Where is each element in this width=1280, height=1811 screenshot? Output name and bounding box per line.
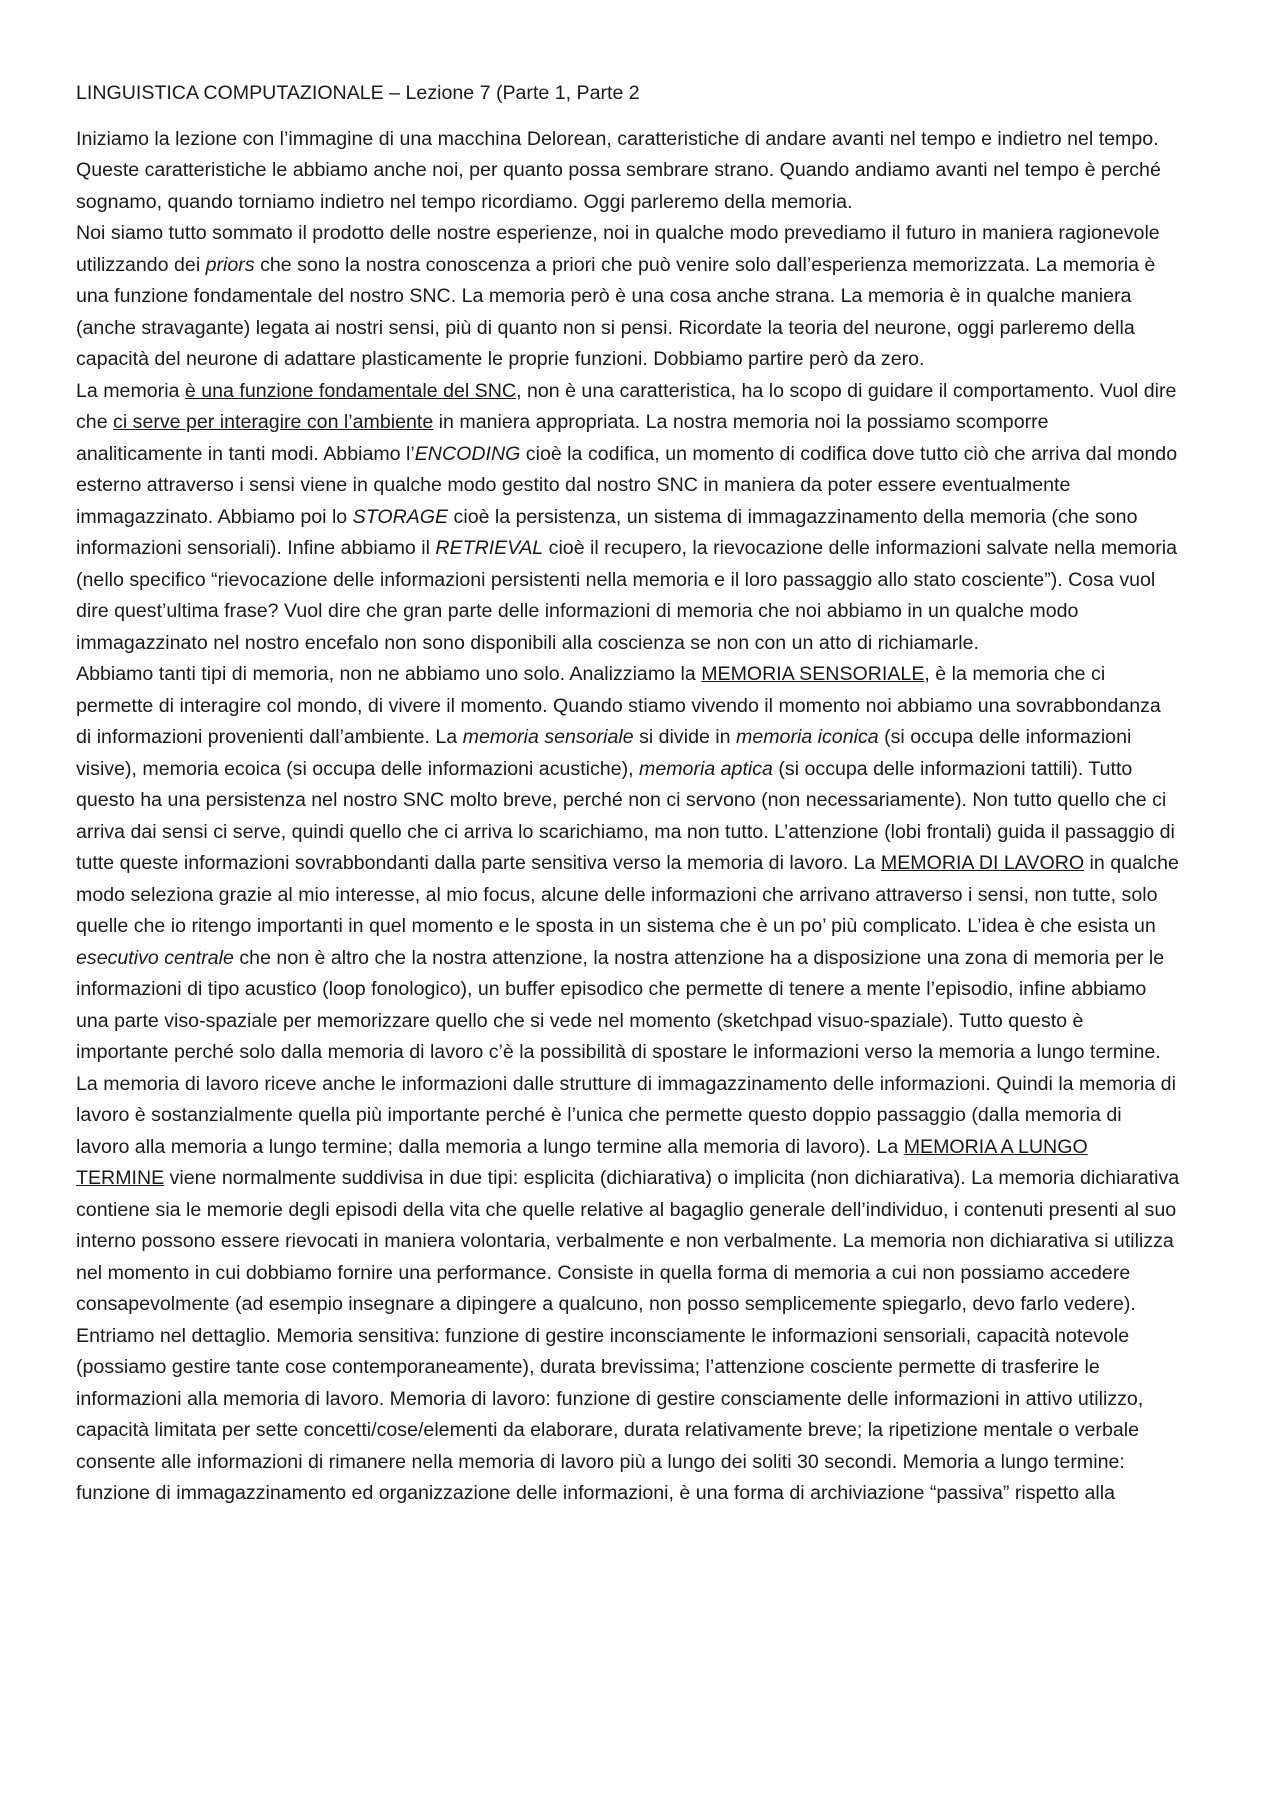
text-run: cioè la codifica, un momento di codifica dove tutto ciò che arriva dal mondo esterno attraverso i sensi viene in qualche modo gestito dal nostro SNC in maniera da poter essere eventualmente immagazzinato. Abbiamo poi lo [76,442,1178,528]
text-run: viene normalmente suddivisa in due tipi: esplicita (dichiarativa) o implicita (non dichiarativa). La memoria dichiarativa contiene sia le memorie degli episodi della vita che quelle relative al bagaglio generale dell’individuo, i contenuti presenti al suo interno possono essere rievocati in maniera volontaria, verbalmente e non verbalmente. La memoria non dichiarativa si utilizza nel momento in cui dobbiamo fornire una performance. Consiste in quella forma di memoria a cui non possiamo accedere consapevolmente (ad esempio insegnare a dipingere a qualcuno, non posso semplicemente spiegarlo, devo farlo vedere). [76,1167,1180,1315]
text-run: cioè il recupero, la rievocazione delle informazioni salvate nella memoria (nello specifico “rievocazione delle informazioni persistenti nella memoria e il loro passaggio allo stato cosciente”). Cosa vuol dire quest’ultima frase? Vuol dire che gran parte delle informazioni di memoria che noi abbiamo in un qualche modo immagazzinato nel nostro encefalo non sono disponibili alla coscienza se non con un atto di richiamarle. [76,537,1178,654]
paragraph-details: Entriamo nel dettaglio. Memoria sensitiva: funzione di gestire inconsciamente le informazioni sensoriali, capacità notevole (possiamo gestire tante cose contemporaneamente), durata brevissima; l’attenzione cosciente permette di trasferire le informazioni alla memoria di lavoro. Memoria di lavoro: funzione di gestire consciamente delle informazioni in attivo utilizzo, capacità limitata per sette concetti/cose/elementi da elaborare, durata relativamente breve; la ripetizione mentale o verbale consente alle informazioni di rimanere nella memoria di lavoro più a lungo dei soliti 30 secondi. Memoria a lungo termine: funzione di immagazzinamento ed organizzazione delle informazioni, è una forma di archiviazione “passiva” rispetto alla [76,1324,1144,1504]
underlined-heading-long-term: MEMORIA A LUNGO TERMINE [76,1135,1088,1189]
text-run: che sono la nostra conoscenza a priori che può venire solo dall’esperienza memorizzata. La memoria è una funzione fondamentale del nostro SNC. La memoria però è una cosa anche strana. La memoria è in qualche maniera (anche stravagante) legata ai nostri sensi, più di quanto non si pensi. Ricordate la teoria del neurone, oggi parleremo della capacità del neurone di adattare plasticamente le proprie funzioni. Dobbiamo partire però da zero. [76,253,1156,370]
italic-term-encoding: ENCODING [414,442,521,465]
italic-term: memoria iconica [736,726,879,748]
underlined-phrase: ci serve per interagire con l’ambiente [113,411,434,433]
italic-term-retrieval: RETRIEVAL [435,537,544,559]
underlined-heading-sensory: MEMORIA SENSORIALE [701,663,925,685]
text-run: (si occupa delle informazioni tattili). Tutto questo ha una persistenza nel nostro SNC molto breve, perché non ci servono (non necessariamente). Non tutto quello che ci arriva dai sensi ci serve, quindi quello che ci arriva lo scarichiamo, ma non tutto. L’attenzione (lobi frontali) guida il passaggio di tutte queste informazioni sovrabbondanti dalla parte sensitiva verso la memoria di lavoro. La [76,757,1175,874]
underlined-phrase: è una funzione fondamentale del SNC [184,379,517,402]
italic-term: esecutivo centrale [76,946,234,969]
italic-term-storage: STORAGE [352,505,449,528]
italic-term: memoria aptica [639,757,773,780]
paragraph-priors [76,218,1180,376]
document-title: LINGUISTICA COMPUTAZIONALE – Lezione 7 (Parte 1, Parte 2 [76,82,640,104]
text-run: Abbiamo tanti tipi di memoria, non ne abbiamo uno solo. Analizziamo la [76,663,702,685]
italic-term: memoria sensoriale [462,726,634,748]
text-run: , è la memoria che ci permette di interagire col mondo, di vivere il momento. Quando stiamo vivendo il momento noi abbiamo una sovrabbondanza di informazioni provenienti dall’ambiente. La [76,663,1161,748]
document-body [76,78,1180,1510]
underlined-heading-working: MEMORIA DI LAVORO [880,852,1085,874]
paragraph-memory-types [76,659,1180,1321]
paragraph-intro: Iniziamo la lezione con l’immagine di una macchina Delorean, caratteristiche di andare avanti nel tempo e indietro nel tempo. Queste caratteristiche le abbiamo anche noi, per quanto possa sembrare strano. Quando andiamo avanti nel tempo è perché sognamo, quando torniamo indietro nel tempo ricordiamo. Oggi parleremo della memoria. [76,127,1161,213]
text-run: Noi siamo tutto sommato il prodotto delle nostre esperienze, noi in qualche modo prevediamo il futuro in maniera ragionevole utilizzando dei [76,222,1160,276]
text-run: La memoria [76,379,185,402]
text-run: si divide in [633,726,736,748]
text-run: cioè la persistenza, un sistema di immagazzinamento della memoria (che sono informazioni sensoriali). Infine abbiamo il [76,505,1138,559]
text-run: , non è una caratteristica, ha lo scopo di guidare il comportamento. Vuol dire che [76,379,1177,433]
text-run: (si occupa delle informazioni visive), memoria ecoica (si occupa delle informazioni acustiche), [76,726,1132,780]
text-run: che non è altro che la nostra attenzione, la nostra attenzione ha a disposizione una zona di memoria per le informazioni di tipo acustico (loop fonologico), un buffer episodico che permette di tenere a mente l’episodio, infine abbiamo una parte viso-spaziale per memorizzare quello che si vede nel momento (sketchpad visuo-spaziale). Tutto questo è importante perché solo dalla memoria di lavoro c’è la possibilità di spostare le informazioni verso la memoria a lungo termine. La memoria di lavoro riceve anche le informazioni dalle strutture di immagazzinamento delle informazioni. Quindi la memoria di lavoro è sostanzialmente quella più importante perché è l’unica che permette questo doppio passaggio (dalla memoria di lavoro alla memoria a lungo termine; dalla memoria a lungo termine alla memoria di lavoro). La [76,946,1176,1158]
text-run: in qualche modo seleziona grazie al mio interesse, al mio focus, alcune delle informazioni che arrivano attraverso i sensi, non tutte, solo quelle che io ritengo importanti in quel momento e le sposta in un sistema che è un po’ più complicato. L’idea è che esista un [76,852,1179,937]
text-run: in maniera appropriata. La nostra memoria noi la possiamo scomporre analiticamente in tanti modi. Abbiamo l’ [76,411,1049,465]
paragraph-memory-phases [76,376,1180,660]
italic-term-priors: priors [205,253,255,276]
